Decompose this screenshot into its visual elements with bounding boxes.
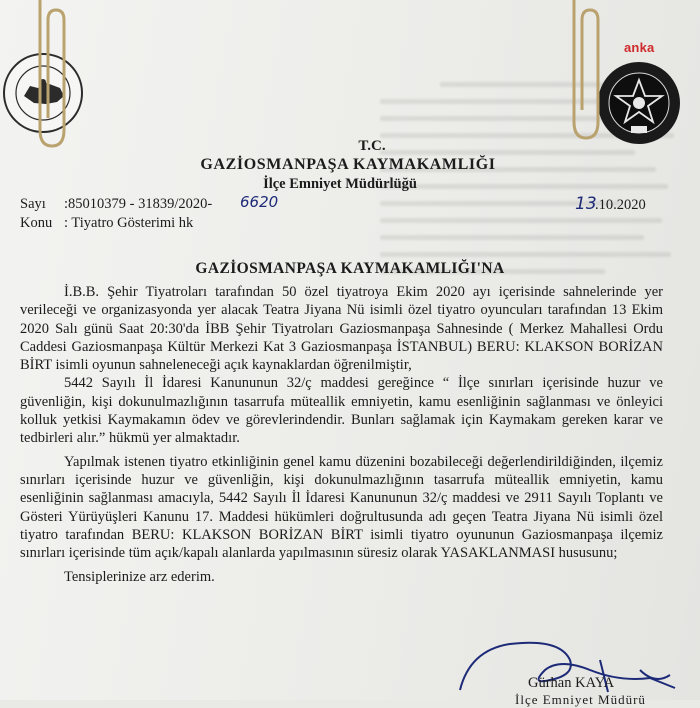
- sayi-value: :85010379 - 31839/2020-: [64, 196, 213, 212]
- sayi-handwritten: 6620: [240, 193, 279, 211]
- closing-line: Tensiplerinize arz ederim.: [64, 569, 215, 586]
- paragraph: İ.B.B. Şehir Tiyatroları tarafından 50 özel tiyatroya Ekim 2020 ayı içerisinde sahnelerinde yer verileceği ve organizasyonda yer alacak Teatra Jiyana Nü isimli özel tiyatro oyuncuları tarafından 13 Ekim 2020 Salı günü Saat 20:30'da İBB Şehir Tiyatroları Gaziosmanpaşa Sahnesinde ( Merkez Mahallesi Ordu Caddesi Gaziosmanpaşa Kültür Merkezi Kat 3 Gaziosmanpaşa İSTANBUL) BERU: KLAKSON BORİZAN BİRT isimli oyunun sahneleneceği açık kaynaklardan öğrenilmiştir,: [20, 284, 663, 374]
- egm-seal-right-icon: [596, 60, 682, 146]
- addressee: GAZİOSMANPAŞA KAYMAKAMLIĞI'NA: [195, 260, 505, 277]
- header-institution: GAZİOSMANPAŞA KAYMAKAMLIĞI: [200, 156, 496, 173]
- date-printed: .10.2020: [595, 197, 646, 213]
- date-handwritten: 13: [575, 194, 597, 214]
- header-department: İlçe Emniyet Müdürlüğü: [263, 176, 417, 192]
- paragraph: Yapılmak istenen tiyatro etkinliğinin genel kamu düzenini bozabileceği değerlendirildiğinden, ilçemiz sınırları içerisinde huzur ve güvenliğin, kişi dokunulmazlığının tasarrufa müteallik emniyetin, kamu esenliğinin sağlanması amacıyla, 5442 Sayılı İl İdaresi Kanununun 32/ç maddesi ve 2911 Sayılı Toplantı ve Gösteri Yürüyüşleri Kanunu 17. Maddesi hükümleri doğrultusunda adı geçen Teatra Jiyana Nü isimli özel tiyatro tarafından BERU: KLAKSON BORİZAN BİRT isimli tiyatro oyununun Gaziosmanpaşa ilçemiz sınırları içerisinde tüm açık/kapalı alanlarda yapılmasının süresiz olarak YASAKLANMASI hususunu;: [20, 453, 663, 562]
- paper-clip-left-icon: [32, 0, 68, 150]
- header-tc: T.C.: [358, 138, 386, 154]
- signatory-title: İlçe Emniyet Müdürü: [515, 692, 646, 707]
- watermark-logo: anka: [624, 40, 655, 55]
- paper-clip-right-icon: [566, 0, 602, 142]
- signatory-name: Gürhan KAYA: [528, 675, 615, 691]
- konu-label: Konu: [20, 215, 53, 231]
- konu-value: : Tiyatro Gösterimi hk: [64, 215, 194, 231]
- letter-body: [20, 283, 663, 587]
- paragraph: 5442 Sayılı İl İdaresi Kanununun 32/ç maddesi gereğince “ İlçe sınırları içerisinde huzur ve güvenliğin, kişi dokunulmazlığının tasarrufa müteallik emniyetin, kamu esenliğinin sağlanması ve önleyici kolluk yetkisi Kaymakamın ödev ve görevlerindendir. Bunları sağlamak için Kaymakam gereken karar ve tedbirleri alır.” hükmü yer almaktadır.: [20, 375, 663, 447]
- sayi-label: Sayı: [20, 196, 46, 212]
